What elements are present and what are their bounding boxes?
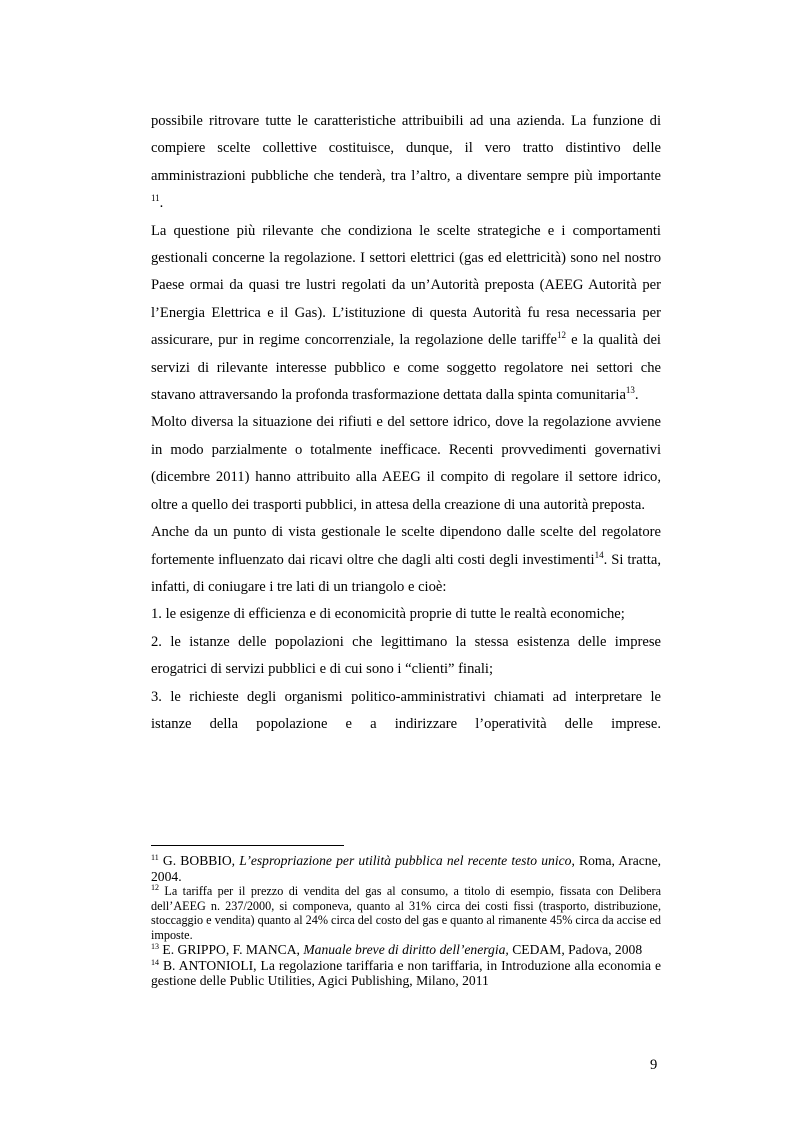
- footnote-14: $^{14}$ B. ANTONIOLI, La regolazione tariffaria e non tariffaria, in Introduzione alla economia e gestione delle Public Utilities, Agici Publishing, Milano, 2011: [151, 957, 661, 989]
- footnote-separator: [151, 845, 344, 846]
- footnote-ref-13[interactable]: 13: [625, 385, 635, 396]
- list-item-2: 2. le istanze delle popolazioni che legittimano la stessa esistenza delle imprese erogatrici di servizi pubblici e di cui sono i “clienti” finali;: [151, 633, 661, 678]
- footnote-12: $^{12}$ La tariffa per il prezzo di vendita del gas al consumo, a titolo di esempio, fissata con Delibera dell’AEEG n. 237/2000, si componeva, quanto al 31% circa dei costi fissi (trasporto, distribuzione, stoccaggio e vendita) quanto al 24% circa del costo del gas e quanto al rimanente 45% circa da accise ed imposte.: [151, 883, 661, 942]
- list-item-1: 1. le esigenze di efficienza e di economicità proprie di tutte le realtà economiche;: [151, 606, 625, 623]
- paragraph-2: La questione più rilevante che condiziona le scelte strategiche e i comportamenti gestionali concerne la regolazione. I settori elettrici (gas ed elettricità) sono nel nostro Paese ormai da quasi tre lustri regolati da un’Autorità preposta (AEEG Autorità per l’Energia Elettrica e il Gas). L’istituzione di questa Autorità fu resa necessaria per assicurare, pur in regime concorrenziale, la regolazione delle tariffe$^{12}$ e la qualità dei servizi di rilevante interesse pubblico e come soggetto regolatore nei settori che stavano attraversando la profonda trasformazione dettata dalla spinta comunitaria$^{13}$.: [151, 222, 661, 404]
- footnote-13: $^{13}$ E. GRIPPO, F. MANCA, Manuale breve di diritto dell’energia, CEDAM, Padova, 2008: [151, 942, 643, 958]
- footnote-ref-14[interactable]: 14: [594, 549, 604, 560]
- footnote-11: $^{11}$ G. BOBBIO, L’espropriazione per utilità pubblica nel recente testo unico, Roma, Aracne, 2004.: [151, 853, 662, 884]
- paragraph-4: Anche da un punto di vista gestionale le scelte dipendono dalle scelte del regolatore fortemente influenzato dai ricavi oltre che dagli alti costi degli investimenti$^{14}$. Si tratta, infatti, di coniugare i tre lati di un triangolo e cioè:: [151, 524, 661, 595]
- list-item-3: 3. le richieste degli organismi politico-amministrativi chiamati ad interpretare le istanze della popolazione e a indirizzare l’operatività delle imprese.: [151, 688, 661, 732]
- page-number: 9: [650, 1057, 658, 1073]
- footnote-ref-11[interactable]: 11: [151, 193, 160, 204]
- footnote-ref-12[interactable]: 12: [557, 330, 567, 341]
- main-text: [151, 108, 661, 738]
- footnotes: [151, 853, 661, 989]
- paragraph-1: possibile ritrovare tutte le caratteristiche attribuibili ad una azienda. La funzione di compiere scelte collettive costituisce, dunque, il vero tratto distintivo delle amministrazioni pubbliche che tenderà, tra l’altro, a diventare sempre più importante $^{11}$.: [151, 113, 661, 212]
- paragraph-3: Molto diversa la situazione dei rifiuti e del settore idrico, dove la regolazione avviene in modo parzialmente o totalmente inefficace. Recenti provvedimenti governativi (dicembre 2011) hanno attribuito alla AEEG il compito di regolare il settore idrico, oltre a quello dei trasporti pubblici, in attesa della creazione di una autorità preposta.: [151, 414, 661, 513]
